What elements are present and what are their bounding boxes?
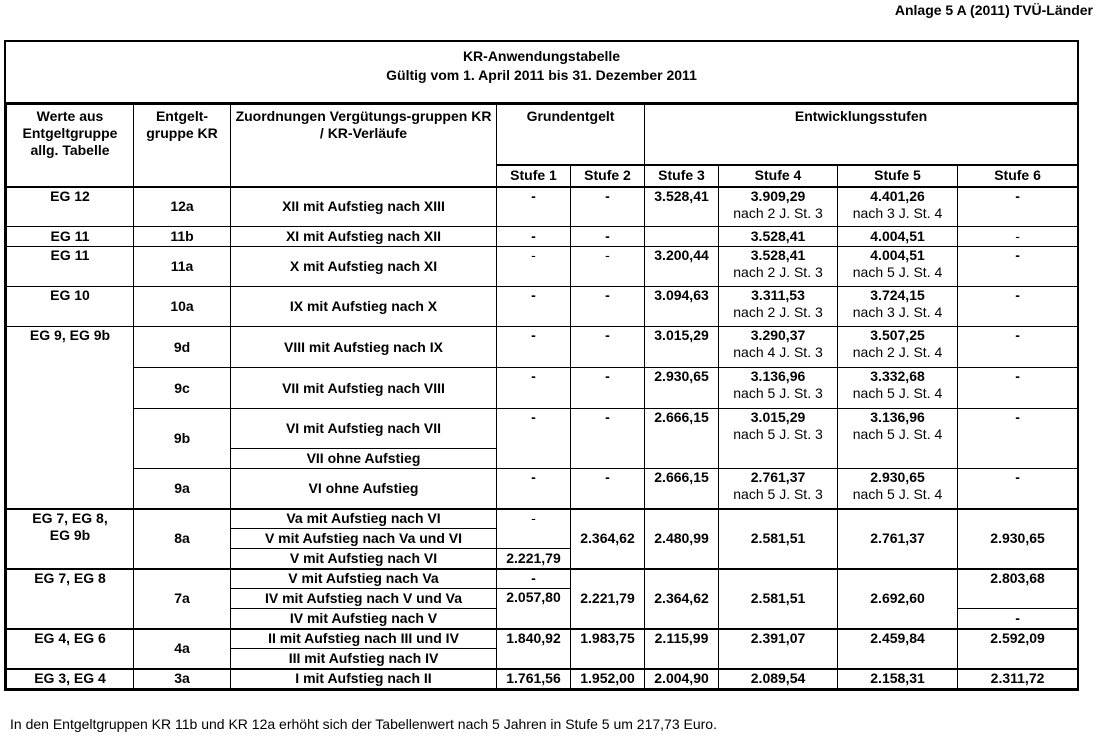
zuordnung-cell: V mit Aufstieg nach VI (231, 549, 497, 569)
stufe-6-cell: - (958, 287, 1078, 327)
stufe-4-note: nach 5 J. St. 3 (733, 486, 823, 502)
kr-cell: 11a (134, 247, 231, 287)
stufe-5-cell: 2.692,60 (838, 569, 958, 629)
stufe-4-cell (719, 287, 838, 327)
kr-cell: 7a (134, 569, 231, 629)
header-stufe-1: Stufe 1 (497, 165, 571, 187)
stufe-3-cell: 2.666,15 (645, 469, 719, 509)
kr-table (6, 104, 1078, 689)
stufe-4-note: nach 2 J. St. 3 (733, 204, 823, 221)
stufe-2-cell: - (571, 469, 645, 509)
eg-cell (7, 509, 134, 569)
header-werte: Werte aus Entgeltgruppe allg. Tabelle (7, 105, 134, 187)
table-row (7, 509, 1078, 529)
stufe-5-note: nach 3 J. St. 4 (852, 204, 943, 221)
stufe-5-cell: 2.761,37 (838, 509, 958, 569)
stufe-3-cell: 2.480,99 (645, 509, 719, 569)
stufe-5-cell: 4.004,51 (838, 227, 958, 247)
stufe-5-cell: 2.158,31 (838, 669, 958, 689)
title-line-1: KR-Anwendungstabelle (462, 48, 621, 64)
eg-cell: EG 11 (7, 247, 134, 287)
stufe-3-cell: 2.666,15 (645, 409, 719, 469)
zuordnung-cell: XII mit Aufstieg nach XIII (231, 187, 497, 227)
zuordnung-cell: IX mit Aufstieg nach X (231, 287, 497, 327)
stufe-6-cell: - (958, 409, 1078, 469)
header-stufe-2: Stufe 2 (571, 165, 645, 187)
stufe-1-cell: 1.840,92 (497, 629, 571, 669)
zuordnung-cell: VIII mit Aufstieg nach IX (231, 327, 497, 368)
stufe-3-cell: 3.094,63 (645, 287, 719, 327)
stufe-1-cell: - (497, 409, 571, 469)
stufe-5-value: 2.930,65 (870, 469, 925, 485)
header-stufe-6: Stufe 6 (958, 165, 1078, 187)
stufe-5-cell (838, 469, 958, 509)
zuordnung-cell: Va mit Aufstieg nach VI (231, 509, 497, 529)
eg-line-1: EG 7, EG 8, (32, 509, 108, 526)
stufe-2-cell: - (571, 227, 645, 247)
stufe-4-value: 3.136,96 (750, 368, 806, 384)
stufe-3-cell: 3.015,29 (645, 327, 719, 368)
stufe-4-cell (719, 247, 838, 287)
stufe-1-cell: 2.221,79 (497, 549, 571, 569)
zuordnung-cell: V mit Aufstieg nach Va und VI (231, 529, 497, 549)
table-row (7, 327, 1078, 368)
stufe-4-note: nach 4 J. St. 3 (733, 344, 823, 360)
stufe-3-cell: 3.528,41 (645, 187, 719, 227)
eg-cell: EG 4, EG 6 (7, 629, 134, 669)
kr-cell: 11b (134, 227, 231, 247)
stufe-4-cell (719, 469, 838, 509)
stufe-4-cell: 3.528,41 (719, 227, 838, 247)
kr-cell: 12a (134, 187, 231, 227)
stufe-1-cell: - (497, 247, 571, 287)
stufe-5-value: 3.332,68 (870, 368, 925, 384)
stufe-4-note: nach 2 J. St. 3 (733, 264, 823, 280)
zuordnung-cell: VII mit Aufstieg nach VIII (231, 368, 497, 409)
stufe-4-cell: 2.391,07 (719, 629, 838, 669)
stufe-1-cell: - (497, 509, 571, 549)
zuordnung-cell: IV mit Aufstieg nach V und Va (231, 589, 497, 609)
eg-cell: EG 10 (7, 287, 134, 327)
stufe-3-cell (645, 227, 719, 247)
stufe-3-cell: 2.364,62 (645, 569, 719, 629)
stufe-2-cell: - (571, 368, 645, 409)
zuordnung-cell: I mit Aufstieg nach II (231, 669, 497, 689)
stufe-5-value: 4.004,51 (870, 247, 925, 263)
kr-cell: 9a (134, 469, 231, 509)
stufe-6-cell: - (958, 469, 1078, 509)
table-row (7, 469, 1078, 509)
eg-cell: EG 12 (7, 187, 134, 227)
title-line-2: Gültig vom 1. April 2011 bis 31. Dezember 2011 (386, 67, 697, 83)
stufe-4-cell (719, 368, 838, 409)
table-row (7, 629, 1078, 649)
stufe-6-cell: - (958, 609, 1078, 629)
stufe-6-cell: 2.803,68 (958, 569, 1078, 609)
eg-cell: EG 7, EG 8 (7, 569, 134, 629)
zuordnung-cell: II mit Aufstieg nach III und IV (231, 629, 497, 649)
stufe-4-value: 3.528,41 (750, 247, 806, 263)
stufe-2-cell: 1.983,75 (571, 629, 645, 669)
stufe-2-cell: - (571, 327, 645, 368)
stufe-1-cell: - (497, 368, 571, 409)
stufe-4-cell: 2.581,51 (719, 509, 838, 569)
stufe-4-value: 2.761,37 (750, 469, 806, 485)
stufe-2-cell: - (571, 287, 645, 327)
stufe-6-cell: - (958, 368, 1078, 409)
stufe-6-cell: - (958, 327, 1078, 368)
stufe-5-cell (838, 247, 958, 287)
header-stufe-5: Stufe 5 (838, 165, 958, 187)
header-stufe-4: Stufe 4 (719, 165, 838, 187)
eg-cell: EG 9, EG 9b (7, 327, 134, 509)
stufe-4-cell (719, 327, 838, 368)
table-row (7, 227, 1078, 247)
stufe-6-cell: - (958, 247, 1078, 287)
zuordnung-cell: X mit Aufstieg nach XI (231, 247, 497, 287)
stufe-4-note: nach 5 J. St. 3 (733, 426, 823, 442)
kr-cell: 9c (134, 368, 231, 409)
kr-cell: 8a (134, 509, 231, 569)
stufe-5-value: 3.507,25 (870, 327, 925, 343)
kr-cell: 9b (134, 409, 231, 469)
stufe-6-cell: - (958, 227, 1078, 247)
stufe-4-cell (719, 409, 838, 469)
stufe-2-cell: 1.952,00 (571, 669, 645, 689)
kr-cell: 4a (134, 629, 231, 669)
stufe-1-cell: - (497, 327, 571, 368)
eg-cell: EG 11 (7, 227, 134, 247)
zuordnung-cell: V mit Aufstieg nach Va (231, 569, 497, 589)
header-zuordnungen: Zuordnungen Vergütungs-gruppen KR / KR-Verläufe (231, 105, 497, 187)
eg-cell: EG 3, EG 4 (7, 669, 134, 689)
stufe-1-cell: 2.057,80 (497, 589, 571, 629)
stufe-5-cell (838, 287, 958, 327)
header-entgeltgruppe: Entgelt-gruppe KR (134, 105, 231, 187)
stufe-5-cell (838, 187, 958, 227)
stufe-5-cell (838, 327, 958, 368)
stufe-3-cell: 2.004,90 (645, 669, 719, 689)
stufe-5-note: nach 5 J. St. 4 (852, 264, 943, 280)
stufe-1-cell: - (497, 227, 571, 247)
table-frame (4, 40, 1079, 691)
stufe-3-cell: 2.115,99 (645, 629, 719, 669)
header-stufe-3: Stufe 3 (645, 165, 719, 187)
table-title (6, 42, 1077, 104)
stufe-5-cell (838, 368, 958, 409)
zuordnung-cell: VI ohne Aufstieg (231, 469, 497, 509)
kr-cell: 3a (134, 669, 231, 689)
stufe-4-value: 3.909,29 (750, 187, 806, 204)
stufe-4-cell: 2.581,51 (719, 569, 838, 629)
stufe-3-cell: 2.930,65 (645, 368, 719, 409)
stufe-4-note: nach 5 J. St. 3 (733, 385, 823, 401)
table-row (7, 409, 1078, 449)
stufe-5-note: nach 5 J. St. 4 (852, 385, 943, 401)
stufe-3-cell: 3.200,44 (645, 247, 719, 287)
table-row (7, 368, 1078, 409)
zuordnung-cell: VI mit Aufstieg nach VII (231, 409, 497, 449)
header-grundentgelt: Grundentgelt (497, 105, 645, 165)
stufe-5-value: 4.401,26 (870, 187, 925, 204)
stufe-1-cell: - (497, 187, 571, 227)
stufe-6-cell: 2.592,09 (958, 629, 1078, 669)
stufe-1-cell: - (497, 569, 571, 589)
stufe-5-value: 3.136,96 (870, 409, 925, 425)
table-row (7, 569, 1078, 589)
stufe-6-cell: - (958, 187, 1078, 227)
stufe-1-cell: - (497, 287, 571, 327)
stufe-2-cell: - (571, 247, 645, 287)
stufe-2-cell: - (571, 409, 645, 469)
annex-label: Anlage 5 A (2011) TVÜ-Länder (894, 2, 1093, 18)
stufe-4-cell (719, 187, 838, 227)
stufe-1-cell: 1.761,56 (497, 669, 571, 689)
header-entwicklungsstufen: Entwicklungsstufen (645, 105, 1078, 165)
stufe-2-cell: - (571, 187, 645, 227)
zuordnung-cell: IV mit Aufstieg nach V (231, 609, 497, 629)
stufe-2-cell: 2.364,62 (571, 509, 645, 569)
stufe-6-cell: 2.311,72 (958, 669, 1078, 689)
stufe-4-cell: 2.089,54 (719, 669, 838, 689)
zuordnung-cell: III mit Aufstieg nach IV (231, 649, 497, 669)
stufe-6-cell: 2.930,65 (958, 509, 1078, 569)
stufe-5-cell (838, 409, 958, 469)
footnote: In den Entgeltgruppen KR 11b und KR 12a erhöht sich der Tabellenwert nach 5 Jahren in Stufe 5 um 217,73 Euro. (10, 716, 717, 732)
eg-line-2: EG 9b (49, 526, 91, 543)
table-row (7, 287, 1078, 327)
zuordnung-cell: XI mit Aufstieg nach XII (231, 227, 497, 247)
stufe-5-note: nach 5 J. St. 4 (852, 426, 943, 442)
stufe-4-value: 3.311,53 (751, 287, 805, 303)
table-row (7, 187, 1078, 227)
table-row (7, 669, 1078, 689)
stufe-5-note: nach 5 J. St. 4 (852, 486, 943, 502)
zuordnung-cell: VII ohne Aufstieg (231, 449, 497, 469)
stufe-5-cell: 2.459,84 (838, 629, 958, 669)
stufe-4-value: 3.015,29 (750, 409, 806, 425)
stufe-5-note: nach 2 J. St. 4 (852, 344, 943, 360)
kr-cell: 10a (134, 287, 231, 327)
kr-cell: 9d (134, 327, 231, 368)
stufe-5-note: nach 3 J. St. 4 (852, 304, 943, 320)
stufe-4-value: 3.290,37 (750, 327, 806, 343)
stufe-5-value: 3.724,15 (870, 287, 925, 303)
stufe-1-cell: - (497, 469, 571, 509)
stufe-2-cell: 2.221,79 (571, 569, 645, 629)
stufe-4-note: nach 2 J. St. 3 (733, 304, 823, 320)
table-row (7, 247, 1078, 287)
